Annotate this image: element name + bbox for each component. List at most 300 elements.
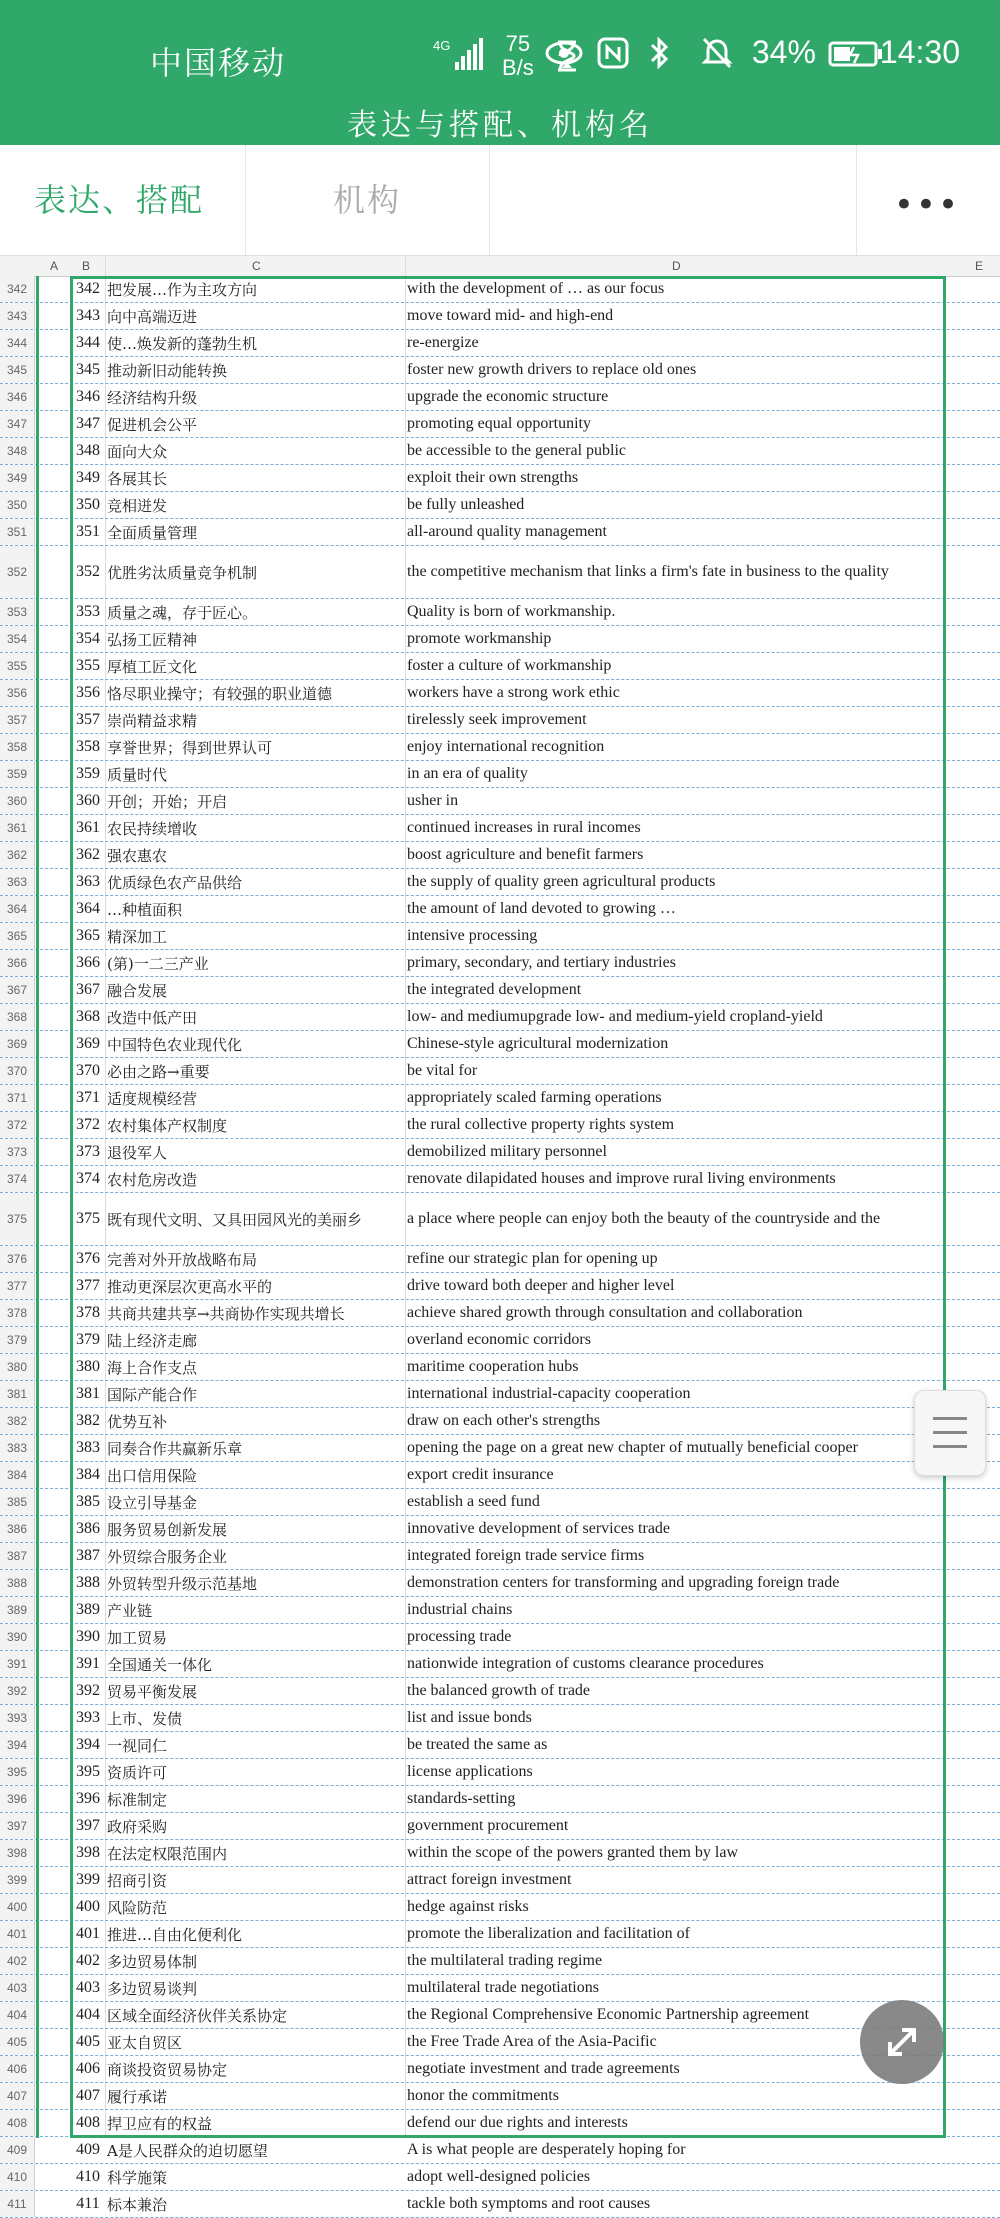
cell-english[interactable]: multilateral trade negotiations bbox=[407, 1979, 599, 1996]
cell-english[interactable]: nationwide integration of customs clearance procedures bbox=[407, 1655, 764, 1672]
cell-number[interactable]: 353 bbox=[76, 603, 100, 620]
cell-english[interactable]: the integrated development bbox=[407, 981, 582, 998]
table-row[interactable] bbox=[0, 1193, 1000, 1246]
cell-chinese[interactable]: 退役军人 bbox=[107, 1143, 168, 1162]
cell-english[interactable]: government procurement bbox=[407, 1817, 569, 1834]
table-row[interactable] bbox=[0, 1624, 1000, 1651]
table-row[interactable] bbox=[0, 1894, 1000, 1921]
table-row[interactable] bbox=[0, 2110, 1000, 2137]
table-row[interactable] bbox=[0, 1354, 1000, 1381]
table-row[interactable] bbox=[0, 1678, 1000, 1705]
cell-number[interactable]: 363 bbox=[76, 873, 100, 890]
cell-english[interactable]: standards-setting bbox=[407, 1790, 516, 1807]
column-header-e[interactable]: E bbox=[975, 259, 984, 273]
cell-chinese[interactable]: 促进机会公平 bbox=[107, 415, 198, 434]
table-row[interactable] bbox=[0, 1381, 1000, 1408]
cell-chinese[interactable]: 把发展…作为主攻方向 bbox=[107, 280, 258, 299]
cell-english[interactable]: draw on each other's strengths bbox=[407, 1412, 601, 1429]
cell-english[interactable]: low- and mediumupgrade low- and medium-yield cropland-yield bbox=[407, 1008, 823, 1025]
cell-number[interactable]: 408 bbox=[76, 2114, 100, 2131]
row-number: 396 bbox=[0, 1786, 35, 1812]
table-row[interactable] bbox=[0, 1327, 1000, 1354]
table-row[interactable] bbox=[0, 330, 1000, 357]
row-number: 352 bbox=[0, 546, 35, 598]
cell-number[interactable]: 409 bbox=[76, 2141, 100, 2158]
cell-chinese[interactable]: 经济结构升级 bbox=[107, 388, 198, 407]
cell-english[interactable]: demonstration centers for transforming and upgrading foreign trade bbox=[407, 1574, 840, 1591]
cell-chinese[interactable]: …种植面积 bbox=[107, 900, 183, 919]
table-row[interactable] bbox=[0, 2191, 1000, 2218]
cell-number[interactable]: 356 bbox=[76, 684, 100, 701]
cell-chinese[interactable]: 贸易平衡发展 bbox=[107, 1682, 198, 1701]
cell-chinese[interactable]: 出口信用保险 bbox=[107, 1466, 198, 1485]
cell-english[interactable]: enjoy international recognition bbox=[407, 738, 605, 755]
column-header-a[interactable]: A bbox=[50, 259, 59, 273]
cell-chinese[interactable]: 厚植工匠文化 bbox=[107, 657, 198, 676]
cell-chinese[interactable]: 资质许可 bbox=[107, 1763, 168, 1782]
table-row[interactable] bbox=[0, 896, 1000, 923]
cell-english[interactable]: foster new growth drivers to replace old ones bbox=[407, 361, 697, 378]
table-row[interactable] bbox=[0, 2029, 1000, 2056]
expand-icon[interactable] bbox=[860, 2000, 944, 2084]
table-row[interactable] bbox=[0, 492, 1000, 519]
cell-chinese[interactable]: 服务贸易创新发展 bbox=[107, 1520, 228, 1539]
cell-chinese[interactable]: 农村危房改造 bbox=[107, 1170, 198, 1189]
cell-english[interactable]: attract foreign investment bbox=[407, 1871, 572, 1888]
cell-chinese[interactable]: 优质绿色农产品供给 bbox=[107, 873, 243, 892]
table-row[interactable] bbox=[0, 1166, 1000, 1193]
cell-chinese[interactable]: 强农惠农 bbox=[107, 846, 168, 865]
table-row[interactable] bbox=[0, 2083, 1000, 2110]
cell-english[interactable]: tirelessly seek improvement bbox=[407, 711, 587, 728]
cell-english[interactable]: workers have a strong work ethic bbox=[407, 684, 620, 701]
cell-number[interactable]: 385 bbox=[76, 1493, 100, 1510]
tab-expressions[interactable]: 表达、搭配 bbox=[34, 181, 205, 219]
table-row[interactable] bbox=[0, 2002, 1000, 2029]
cell-chinese[interactable]: 各展其长 bbox=[107, 469, 168, 488]
table-row[interactable] bbox=[0, 842, 1000, 869]
table-row[interactable] bbox=[0, 1489, 1000, 1516]
cell-chinese[interactable]: 质量时代 bbox=[107, 765, 168, 784]
table-row[interactable] bbox=[0, 411, 1000, 438]
column-header-c[interactable]: C bbox=[252, 259, 261, 273]
cell-english[interactable]: the Free Trade Area of the Asia-Pacific bbox=[407, 2033, 657, 2050]
cell-english[interactable]: foster a culture of workmanship bbox=[407, 657, 612, 674]
table-row[interactable] bbox=[0, 1948, 1000, 1975]
cell-number[interactable]: 349 bbox=[76, 469, 100, 486]
cell-number[interactable]: 404 bbox=[76, 2006, 100, 2023]
table-row[interactable] bbox=[0, 869, 1000, 896]
cell-chinese[interactable]: 全国通关一体化 bbox=[107, 1655, 213, 1674]
cell-english[interactable]: establish a seed fund bbox=[407, 1493, 540, 1510]
table-row[interactable] bbox=[0, 815, 1000, 842]
table-row[interactable] bbox=[0, 1759, 1000, 1786]
cell-chinese[interactable]: 捍卫应有的权益 bbox=[107, 2114, 213, 2133]
table-row[interactable] bbox=[0, 1300, 1000, 1327]
table-row[interactable] bbox=[0, 1139, 1000, 1166]
cell-chinese[interactable]: 上市、发债 bbox=[107, 1709, 183, 1728]
cell-chinese[interactable]: 陆上经济走廊 bbox=[107, 1331, 198, 1350]
cell-chinese[interactable]: 标本兼治 bbox=[107, 2195, 168, 2214]
table-row[interactable] bbox=[0, 1975, 1000, 2002]
cell-chinese[interactable]: 竞相迸发 bbox=[107, 496, 168, 515]
table-row[interactable] bbox=[0, 1516, 1000, 1543]
cell-chinese[interactable]: (第)一二三产业 bbox=[107, 954, 209, 973]
column-header-d[interactable]: D bbox=[672, 259, 681, 273]
table-row[interactable] bbox=[0, 1570, 1000, 1597]
table-row[interactable] bbox=[0, 384, 1000, 411]
table-row[interactable] bbox=[0, 707, 1000, 734]
cell-english[interactable]: all-around quality management bbox=[407, 523, 607, 540]
table-row[interactable] bbox=[0, 1813, 1000, 1840]
table-row[interactable] bbox=[0, 950, 1000, 977]
table-row[interactable] bbox=[0, 303, 1000, 330]
cell-number[interactable]: 352 bbox=[76, 563, 100, 580]
table-row[interactable] bbox=[0, 1867, 1000, 1894]
cell-english[interactable]: in an era of quality bbox=[407, 765, 528, 782]
table-row[interactable] bbox=[0, 1543, 1000, 1570]
table-row[interactable] bbox=[0, 923, 1000, 950]
cell-chinese[interactable]: 全面质量管理 bbox=[107, 523, 198, 542]
table-row[interactable] bbox=[0, 2056, 1000, 2083]
cell-chinese[interactable]: 海上合作支点 bbox=[107, 1358, 198, 1377]
cell-number[interactable]: 400 bbox=[76, 1898, 100, 1915]
table-row[interactable] bbox=[0, 1786, 1000, 1813]
cell-english[interactable]: list and issue bonds bbox=[407, 1709, 532, 1726]
cell-english[interactable]: primary, secondary, and tertiary industries bbox=[407, 954, 676, 971]
cell-chinese[interactable]: 享誉世界；得到世界认可 bbox=[107, 738, 273, 757]
cell-english[interactable]: the rural collective property rights system bbox=[407, 1116, 675, 1133]
table-row[interactable] bbox=[0, 788, 1000, 815]
cell-chinese[interactable]: 完善对外开放战略布局 bbox=[107, 1250, 258, 1269]
cell-chinese[interactable]: 推动更深层次更高水平的 bbox=[107, 1277, 273, 1296]
cell-chinese[interactable]: 外贸转型升级示范基地 bbox=[107, 1574, 258, 1593]
table-row[interactable] bbox=[0, 680, 1000, 707]
table-row[interactable] bbox=[0, 276, 1000, 303]
cell-chinese[interactable]: 面向大众 bbox=[107, 442, 168, 461]
cell-number[interactable]: 370 bbox=[76, 1062, 100, 1079]
cell-chinese[interactable]: 质量之魂，存于匠心。 bbox=[107, 603, 258, 622]
cell-english[interactable]: innovative development of services trade bbox=[407, 1520, 671, 1537]
cell-english[interactable]: within the scope of the powers granted them by law bbox=[407, 1844, 739, 1861]
cell-english[interactable]: achieve shared growth through consultation and collaboration bbox=[407, 1304, 803, 1321]
cell-english[interactable]: overland economic corridors bbox=[407, 1331, 591, 1348]
cell-chinese[interactable]: 适度规模经营 bbox=[107, 1089, 198, 1108]
cell-number[interactable]: 345 bbox=[76, 361, 100, 378]
cell-chinese[interactable]: 设立引导基金 bbox=[107, 1493, 198, 1512]
cell-chinese[interactable]: 恪尽职业操守；有较强的职业道德 bbox=[107, 684, 333, 703]
cell-chinese[interactable]: 加工贸易 bbox=[107, 1628, 168, 1647]
column-header-b[interactable]: B bbox=[82, 259, 91, 273]
cell-english[interactable]: international industrial-capacity cooperation bbox=[407, 1385, 691, 1402]
cell-chinese[interactable]: 科学施策 bbox=[107, 2168, 168, 2187]
cell-number[interactable]: 348 bbox=[76, 442, 100, 459]
table-row[interactable] bbox=[0, 1651, 1000, 1678]
cell-chinese[interactable]: 同奏合作共赢新乐章 bbox=[107, 1439, 243, 1458]
table-row[interactable] bbox=[0, 1732, 1000, 1759]
cell-number[interactable]: 411 bbox=[76, 2195, 100, 2212]
cell-english[interactable]: tackle both symptoms and root causes bbox=[407, 2195, 651, 2212]
cell-chinese[interactable]: 标准制定 bbox=[107, 1790, 168, 1809]
cell-number[interactable]: 361 bbox=[76, 819, 100, 836]
cell-english[interactable]: usher in bbox=[407, 792, 459, 809]
table-row[interactable] bbox=[0, 1705, 1000, 1732]
cell-number[interactable]: 372 bbox=[76, 1116, 100, 1133]
cell-number[interactable]: 355 bbox=[76, 657, 100, 674]
row-number: 344 bbox=[0, 330, 35, 356]
table-row[interactable] bbox=[0, 1597, 1000, 1624]
cell-number[interactable]: 373 bbox=[76, 1143, 100, 1160]
cell-chinese[interactable]: 崇尚精益求精 bbox=[107, 711, 198, 730]
table-row[interactable] bbox=[0, 1273, 1000, 1300]
table-row[interactable] bbox=[0, 599, 1000, 626]
cell-number[interactable]: 386 bbox=[76, 1520, 100, 1537]
table-row[interactable] bbox=[0, 357, 1000, 384]
cell-number[interactable]: 403 bbox=[76, 1979, 100, 1996]
cell-chinese[interactable]: 优势互补 bbox=[107, 1412, 168, 1431]
cell-number[interactable]: 405 bbox=[76, 2033, 100, 2050]
table-row[interactable] bbox=[0, 1246, 1000, 1273]
cell-english[interactable]: exploit their own strengths bbox=[407, 469, 579, 486]
cell-number[interactable]: 392 bbox=[76, 1682, 100, 1699]
cell-chinese[interactable]: 履行承诺 bbox=[107, 2087, 168, 2106]
cell-number[interactable]: 369 bbox=[76, 1035, 100, 1052]
cell-number[interactable]: 396 bbox=[76, 1790, 100, 1807]
cell-english[interactable]: the supply of quality green agricultural products bbox=[407, 873, 716, 890]
cell-chinese[interactable]: 必由之路→重要 bbox=[107, 1062, 210, 1081]
cell-chinese[interactable]: 亚太自贸区 bbox=[107, 2033, 183, 2052]
cell-chinese[interactable]: 既有现代文明、又具田园风光的美丽乡 bbox=[107, 1210, 363, 1229]
cell-english[interactable]: processing trade bbox=[407, 1628, 512, 1645]
cell-english[interactable]: upgrade the economic structure bbox=[407, 388, 609, 405]
cell-chinese[interactable]: 开创；开始；开启 bbox=[107, 792, 228, 811]
table-row[interactable] bbox=[0, 977, 1000, 1004]
cell-chinese[interactable]: 农民持续增收 bbox=[107, 819, 198, 838]
cell-number[interactable]: 358 bbox=[76, 738, 100, 755]
cell-number[interactable]: 379 bbox=[76, 1331, 100, 1348]
cell-number[interactable]: 347 bbox=[76, 415, 100, 432]
cell-number[interactable]: 359 bbox=[76, 765, 100, 782]
cell-chinese[interactable]: 一视同仁 bbox=[107, 1736, 168, 1755]
cell-chinese[interactable]: 推进…自由化便利化 bbox=[107, 1925, 243, 1944]
cell-english[interactable]: intensive processing bbox=[407, 927, 538, 944]
cell-chinese[interactable]: 产业链 bbox=[107, 1601, 153, 1620]
cell-number[interactable]: 389 bbox=[76, 1601, 100, 1618]
cell-number[interactable]: 382 bbox=[76, 1412, 100, 1429]
cell-english[interactable]: maritime cooperation hubs bbox=[407, 1358, 579, 1375]
cell-english[interactable]: license applications bbox=[407, 1763, 533, 1780]
cell-english[interactable]: continued increases in rural incomes bbox=[407, 819, 641, 836]
spreadsheet[interactable] bbox=[0, 256, 1000, 2214]
cell-number[interactable]: 367 bbox=[76, 981, 100, 998]
cell-number[interactable]: 378 bbox=[76, 1304, 100, 1321]
table-row[interactable] bbox=[0, 1435, 1000, 1462]
cell-chinese[interactable]: 多边贸易体制 bbox=[107, 1952, 198, 1971]
cell-english[interactable]: boost agriculture and benefit farmers bbox=[407, 846, 644, 863]
table-row[interactable] bbox=[0, 761, 1000, 788]
cell-number[interactable]: 397 bbox=[76, 1817, 100, 1834]
table-row[interactable] bbox=[0, 438, 1000, 465]
cell-english[interactable]: be treated the same as bbox=[407, 1736, 548, 1753]
cell-chinese[interactable]: 外贸综合服务企业 bbox=[107, 1547, 228, 1566]
cell-number[interactable]: 375 bbox=[76, 1210, 100, 1227]
cell-number[interactable]: 401 bbox=[76, 1925, 100, 1942]
cell-chinese[interactable]: 弘扬工匠精神 bbox=[107, 630, 198, 649]
cell-number[interactable]: 366 bbox=[76, 954, 100, 971]
cell-english[interactable]: opening the page on a great new chapter of mutually beneficial cooper bbox=[407, 1439, 858, 1456]
cell-chinese[interactable]: 共商共建共享→共商协作实现共增长 bbox=[107, 1304, 345, 1323]
cell-english[interactable]: promote the liberalization and facilitation of bbox=[407, 1925, 691, 1942]
cell-number[interactable]: 364 bbox=[76, 900, 100, 917]
cell-english[interactable]: the amount of land devoted to growing … bbox=[407, 900, 676, 917]
cell-chinese[interactable]: 国际产能合作 bbox=[107, 1385, 198, 1404]
cell-english[interactable]: the competitive mechanism that links a firm's fate in business to the quality bbox=[407, 563, 889, 580]
cell-number[interactable]: 377 bbox=[76, 1277, 100, 1294]
table-row[interactable] bbox=[0, 2137, 1000, 2164]
cell-number[interactable]: 391 bbox=[76, 1655, 100, 1672]
cell-chinese[interactable]: 融合发展 bbox=[107, 981, 168, 1000]
cell-english[interactable]: the balanced growth of trade bbox=[407, 1682, 591, 1699]
cell-number[interactable]: 402 bbox=[76, 1952, 100, 1969]
cell-number[interactable]: 368 bbox=[76, 1008, 100, 1025]
table-row[interactable] bbox=[0, 734, 1000, 761]
cell-chinese[interactable]: 改造中低产田 bbox=[107, 1008, 198, 1027]
cell-english[interactable]: adopt well-designed policies bbox=[407, 2168, 591, 2185]
tab-institutions[interactable]: 机构 bbox=[333, 181, 402, 219]
cell-chinese[interactable]: 向中高端迈进 bbox=[107, 307, 198, 326]
cell-english[interactable]: be fully unleashed bbox=[407, 496, 525, 513]
table-row[interactable] bbox=[0, 2164, 1000, 2191]
cell-english[interactable]: Chinese-style agricultural modernization bbox=[407, 1035, 669, 1052]
cell-number[interactable]: 374 bbox=[76, 1170, 100, 1187]
cell-english[interactable]: industrial chains bbox=[407, 1601, 513, 1618]
cell-english[interactable]: integrated foreign trade service firms bbox=[407, 1547, 645, 1564]
cell-number[interactable]: 342 bbox=[76, 280, 100, 297]
table-row[interactable] bbox=[0, 626, 1000, 653]
cell-number[interactable]: 399 bbox=[76, 1871, 100, 1888]
cell-english[interactable]: drive toward both deeper and higher level bbox=[407, 1277, 675, 1294]
cell-english[interactable]: demobilized military personnel bbox=[407, 1143, 607, 1160]
cell-english[interactable]: promote workmanship bbox=[407, 630, 552, 647]
cell-chinese[interactable]: 使…焕发新的蓬勃生机 bbox=[107, 334, 258, 353]
table-row[interactable] bbox=[0, 1058, 1000, 1085]
cell-number[interactable]: 351 bbox=[76, 523, 100, 540]
cell-number[interactable]: 344 bbox=[76, 334, 100, 351]
cell-number[interactable]: 376 bbox=[76, 1250, 100, 1267]
cell-english[interactable]: re-energize bbox=[407, 334, 479, 351]
nfc-icon bbox=[596, 35, 636, 71]
table-row[interactable] bbox=[0, 1004, 1000, 1031]
cell-number[interactable]: 395 bbox=[76, 1763, 100, 1780]
row-number: 381 bbox=[0, 1381, 35, 1407]
cell-english[interactable]: with the development of … as our focus bbox=[407, 280, 665, 297]
cell-chinese[interactable]: 区域全面经济伙伴关系协定 bbox=[107, 2006, 288, 2025]
cell-english[interactable]: defend our due rights and interests bbox=[407, 2114, 628, 2131]
cell-number[interactable]: 380 bbox=[76, 1358, 100, 1375]
cell-number[interactable]: 362 bbox=[76, 846, 100, 863]
cell-english[interactable]: export credit insurance bbox=[407, 1466, 554, 1483]
row-number: 376 bbox=[0, 1246, 35, 1272]
cell-chinese[interactable]: A是人民群众的迫切愿望 bbox=[107, 2141, 268, 2160]
cell-chinese[interactable]: 风险防范 bbox=[107, 1898, 168, 1917]
cell-chinese[interactable]: 推动新旧动能转换 bbox=[107, 361, 228, 380]
cell-number[interactable]: 410 bbox=[76, 2168, 100, 2185]
cell-number[interactable]: 346 bbox=[76, 388, 100, 405]
cell-chinese[interactable]: 中国特色农业现代化 bbox=[107, 1035, 243, 1054]
cell-chinese[interactable]: 多边贸易谈判 bbox=[107, 1979, 198, 1998]
speed-unit: B/s bbox=[502, 55, 534, 80]
more-options-button[interactable]: ••• bbox=[893, 185, 960, 225]
cell-chinese[interactable]: 招商引资 bbox=[107, 1871, 168, 1890]
table-row[interactable] bbox=[0, 465, 1000, 492]
cell-number[interactable]: 343 bbox=[76, 307, 100, 324]
cell-number[interactable]: 398 bbox=[76, 1844, 100, 1861]
cell-number[interactable]: 365 bbox=[76, 927, 100, 944]
cell-chinese[interactable]: 精深加工 bbox=[107, 927, 168, 946]
cell-chinese[interactable]: 政府采购 bbox=[107, 1817, 168, 1836]
cell-number[interactable]: 371 bbox=[76, 1089, 100, 1106]
row-number: 383 bbox=[0, 1435, 35, 1461]
cell-number[interactable]: 354 bbox=[76, 630, 100, 647]
cell-chinese[interactable]: 农村集体产权制度 bbox=[107, 1116, 228, 1135]
cell-english[interactable]: appropriately scaled farming operations bbox=[407, 1089, 662, 1106]
cell-number[interactable]: 387 bbox=[76, 1547, 100, 1564]
table-row[interactable] bbox=[0, 1408, 1000, 1435]
cell-number[interactable]: 388 bbox=[76, 1574, 100, 1591]
cell-number[interactable]: 350 bbox=[76, 496, 100, 513]
cell-english[interactable]: a place where people can enjoy both the beauty of the countryside and the bbox=[407, 1210, 881, 1227]
cell-number[interactable]: 406 bbox=[76, 2060, 100, 2077]
scroll-handle[interactable] bbox=[914, 1390, 986, 1476]
cell-chinese[interactable]: 商谈投资贸易协定 bbox=[107, 2060, 228, 2079]
table-row[interactable] bbox=[0, 1840, 1000, 1867]
cell-english[interactable]: negotiate investment and trade agreements bbox=[407, 2060, 680, 2077]
cell-number[interactable]: 357 bbox=[76, 711, 100, 728]
cell-number[interactable]: 394 bbox=[76, 1736, 100, 1753]
cell-number[interactable]: 360 bbox=[76, 792, 100, 809]
row-number: 342 bbox=[0, 276, 35, 302]
cell-chinese[interactable]: 在法定权限范围内 bbox=[107, 1844, 228, 1863]
cell-english[interactable]: the multilateral trading regime bbox=[407, 1952, 603, 1969]
table-row[interactable] bbox=[0, 1462, 1000, 1489]
table-row[interactable] bbox=[0, 653, 1000, 680]
cell-number[interactable]: 407 bbox=[76, 2087, 100, 2104]
cell-number[interactable]: 381 bbox=[76, 1385, 100, 1402]
table-row[interactable] bbox=[0, 1921, 1000, 1948]
table-row[interactable] bbox=[0, 1031, 1000, 1058]
cell-english[interactable]: honor the commitments bbox=[407, 2087, 559, 2104]
cell-number[interactable]: 383 bbox=[76, 1439, 100, 1456]
cell-english[interactable]: the Regional Comprehensive Economic Partnership agreement bbox=[407, 2006, 810, 2023]
cell-english[interactable]: be vital for bbox=[407, 1062, 478, 1079]
cell-english[interactable]: refine our strategic plan for opening up bbox=[407, 1250, 658, 1267]
cell-number[interactable]: 390 bbox=[76, 1628, 100, 1645]
cell-english[interactable]: Quality is born of workmanship. bbox=[407, 603, 616, 620]
table-row[interactable] bbox=[0, 519, 1000, 546]
cell-number[interactable]: 393 bbox=[76, 1709, 100, 1726]
cell-english[interactable]: promoting equal opportunity bbox=[407, 415, 591, 432]
cell-english[interactable]: move toward mid- and high-end bbox=[407, 307, 614, 324]
table-row[interactable] bbox=[0, 1112, 1000, 1139]
cell-english[interactable]: be accessible to the general public bbox=[407, 442, 627, 459]
cell-chinese[interactable]: 优胜劣汰质量竞争机制 bbox=[107, 563, 258, 582]
cell-english[interactable]: renovate dilapidated houses and improve rural living environments bbox=[407, 1170, 836, 1187]
cell-english[interactable]: hedge against risks bbox=[407, 1898, 529, 1915]
table-row[interactable] bbox=[0, 1085, 1000, 1112]
table-row[interactable] bbox=[0, 546, 1000, 599]
cell-number[interactable]: 384 bbox=[76, 1466, 100, 1483]
cell-english[interactable]: A is what people are desperately hoping for bbox=[407, 2141, 686, 2158]
